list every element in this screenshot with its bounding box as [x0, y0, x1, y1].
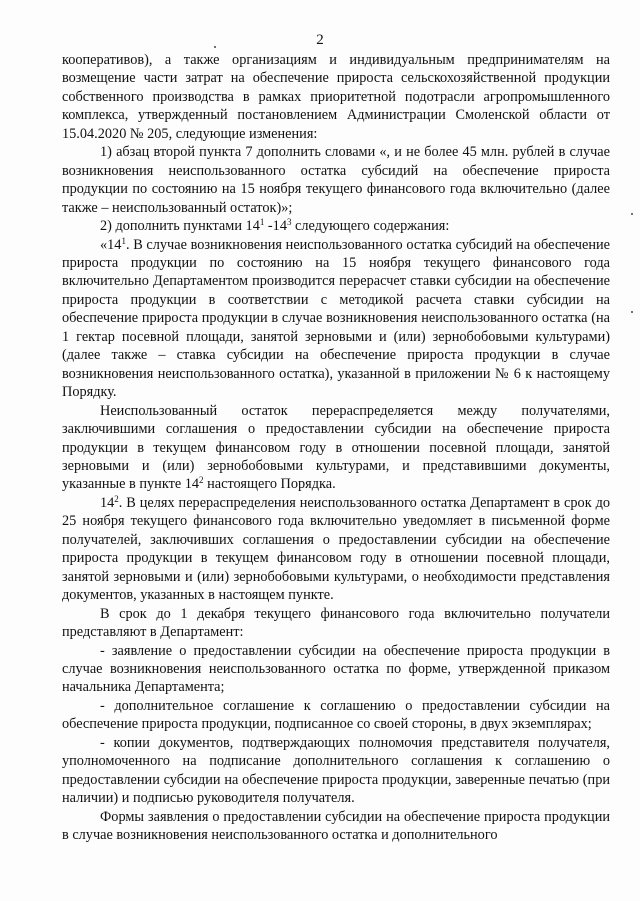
scan-speck — [631, 213, 633, 215]
paragraph-text: -14 — [264, 218, 287, 235]
paragraph-text: настоящего Порядка. — [203, 476, 336, 493]
scan-speck — [631, 311, 633, 313]
paragraph-text: 1) абзац второй пункта 7 дополнить словами «, и не более 45 млн. рублей в случае возникновения неиспользованного остатка субсидий на обеспечение прироста продукции по состоянию на 15 ноября текущего финансового года включительно (далее также – неиспользованный остаток)»; — [62, 144, 610, 216]
paragraph-text: следующего содержания: — [291, 218, 450, 235]
superscript: 3 — [286, 217, 292, 228]
paragraph-text: - заявление о предоставлении субсидии на обеспечение прироста продукции в случае возникновения неиспользованного остатка по форме, утвержденной приказом начальника Департамента; — [62, 642, 610, 696]
paragraph — [62, 808, 610, 845]
superscript: 2 — [114, 493, 119, 504]
paragraph-text: - копии документов, подтверждающих полномочия представителя получателя, уполномоченного на подписание дополнительного соглашения к соглашению о предоставлении субсидии на обеспечение прироста продукции, заверенные печатью (при наличии) и подписью руководителя получателя. — [62, 734, 610, 807]
paragraph — [62, 642, 610, 697]
paragraph-text: 2) дополнить пунктами 14 — [100, 218, 260, 235]
paragraph-text: . В целях перераспределения неиспользованного остатка Департамент в срок до 25 ноября текущего финансового года включительно уведомляет в письменной форме получателей, заключивших соглашения о предоставлении субсидии на обеспечение прироста продукции в текущем финансовом году в отношении посевной площади, занятой зерновыми и (или) зернобобовыми культурами, о необходимости представления документов, указанных в настоящем пункте. — [62, 494, 610, 604]
scan-speck — [214, 46, 216, 48]
paragraph-text: . В случае возникновения неиспользованного остатка субсидий на обеспечение прироста продукции по состоянию на 15 ноября текущего финансового года включительно Департаментом производится перерасчет ставки субсидии на обеспечение прироста продукции в соответствии с методикой расчета ставки субсидии на обеспечение прироста продукции в случае возникновения неиспользованного остатка (на 1 гектар посевной площади, занятой зерновыми и (или) зернобобовыми культурами) (далее также – ставка субсидии на обеспечение прироста продукции в случае возникновения неиспользованного остатка), указанной в приложении № 6 к настоящему Порядку. — [62, 236, 610, 401]
paragraph — [62, 143, 610, 217]
paragraph-text: В срок до 1 декабря текущего финансового года включительно получатели представляют в Департамент: — [62, 605, 610, 641]
paragraph-text: Неиспользованный остаток перераспределяется между получателями, заключившими соглашения о предоставлении субсидии на обеспечение прироста продукции в текущем финансовом году в отношении посевной площади, занятой зерновыми и (или) зернобобовыми культурами, и представившими документы, указанные в пункте 14 — [62, 402, 610, 493]
page-number: 2 — [316, 32, 324, 48]
paragraph — [62, 697, 610, 734]
paragraph — [62, 494, 610, 605]
paragraph — [62, 605, 610, 642]
paragraph — [62, 236, 610, 402]
paragraph — [62, 217, 610, 235]
paragraph-text: «14 — [100, 236, 122, 253]
superscript: 1 — [121, 235, 126, 246]
paragraph-text: - дополнительное соглашение к соглашению о предоставлении субсидии на обеспечение прироста продукции, подписанное со своей стороны, в двух экземплярах; — [62, 697, 610, 733]
paragraph — [62, 734, 610, 808]
superscript: 2 — [199, 475, 204, 486]
paragraph — [62, 402, 610, 494]
paragraph — [62, 51, 610, 143]
paragraph-text: Формы заявления о предоставлении субсидии на обеспечение прироста продукции в случае возникновения неиспользованного остатка и дополнительного — [62, 808, 610, 844]
document-body — [62, 51, 610, 844]
paragraph-text: 14 — [100, 494, 115, 511]
paragraph-text: кооперативов), а также организациям и индивидуальным предпринимателям на возмещение части затрат на обеспечение прироста сельскохозяйственной продукции собственного производства в рамках приоритетной подотрасли агропромышленного комплекса, утвержденный постановлением Администрации Смоленской области от 15.04.2020 № 205, следующие изменения: — [62, 52, 610, 142]
superscript: 1 — [259, 217, 265, 228]
